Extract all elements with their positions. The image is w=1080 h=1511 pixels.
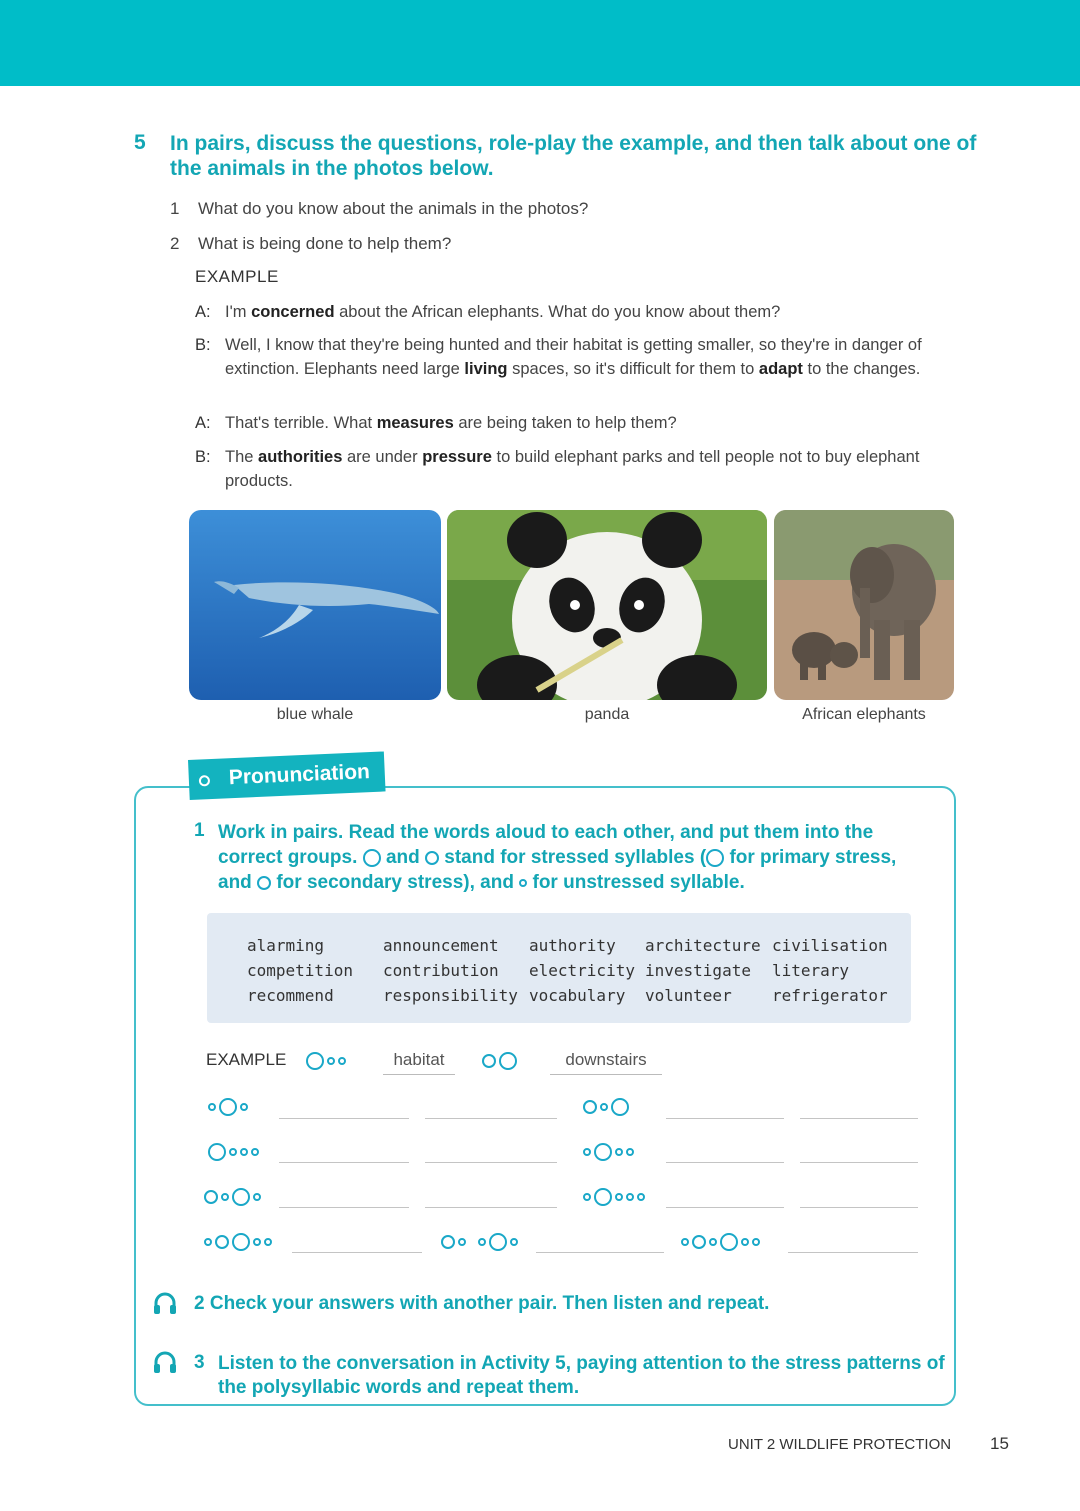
word-column xyxy=(529,933,635,1008)
word: contribution xyxy=(383,961,499,980)
big-circle-icon xyxy=(306,1052,324,1070)
word-box xyxy=(207,913,911,1023)
small-circle-icon xyxy=(264,1238,272,1246)
task-number: 1 xyxy=(194,820,205,841)
question-text: What is being done to help them? xyxy=(198,234,452,253)
answer-line[interactable] xyxy=(425,1207,557,1208)
answer-line[interactable] xyxy=(666,1207,784,1208)
photo-caption: African elephants xyxy=(802,706,926,723)
dialogue-text: The xyxy=(225,448,259,466)
stress-pattern xyxy=(482,1049,517,1073)
task1-text: stand for stressed syllables ( xyxy=(444,847,707,868)
dialogue-text: That's terrible. What xyxy=(225,414,377,432)
keyword: pressure xyxy=(422,448,492,466)
keyword: living xyxy=(464,360,508,378)
small-circle-icon xyxy=(752,1238,760,1246)
dialogue-line xyxy=(195,300,965,324)
speaker: A: xyxy=(195,303,211,321)
word-column xyxy=(645,933,761,1008)
example-label: EXAMPLE xyxy=(206,1050,287,1069)
speaker: B: xyxy=(195,448,211,466)
small-circle-icon xyxy=(204,1238,212,1246)
stress-pattern xyxy=(681,1230,760,1254)
answer-line[interactable] xyxy=(788,1252,918,1253)
answer-line[interactable] xyxy=(800,1118,918,1119)
unit-title: UNIT 2 WILDLIFE PROTECTION xyxy=(728,1436,952,1453)
word: refrigerator xyxy=(772,986,888,1005)
stress-pattern xyxy=(208,1140,259,1164)
small-circle-icon xyxy=(327,1057,335,1065)
stress-pattern xyxy=(208,1095,248,1119)
big-circle-icon xyxy=(706,849,724,867)
small-circle-icon xyxy=(510,1238,518,1246)
medium-circle-icon xyxy=(482,1054,496,1068)
big-circle-icon xyxy=(232,1233,250,1251)
task1-line xyxy=(218,845,958,870)
stress-pattern xyxy=(306,1049,346,1073)
stress-pattern xyxy=(204,1230,272,1254)
small-circle-icon xyxy=(253,1193,261,1201)
word-column xyxy=(247,933,353,1008)
keyword: adapt xyxy=(758,360,803,378)
big-circle-icon xyxy=(219,1098,237,1116)
small-circle-icon xyxy=(600,1103,608,1111)
big-circle-icon xyxy=(363,849,381,867)
pronunciation-tab xyxy=(188,751,386,800)
whale-photo xyxy=(189,510,441,700)
small-circle-icon xyxy=(615,1148,623,1156)
medium-circle-icon xyxy=(583,1100,597,1114)
big-circle-icon xyxy=(489,1233,507,1251)
task1-line: Work in pairs. Read the words aloud to each other, and put them into the xyxy=(218,822,874,843)
question-1 xyxy=(170,199,588,219)
small-circle-icon xyxy=(240,1148,248,1156)
stress-pattern xyxy=(583,1140,634,1164)
tab-circle-icon xyxy=(199,775,210,786)
small-circle-icon xyxy=(251,1148,259,1156)
elephant-photo xyxy=(774,510,954,700)
keyword: measures xyxy=(376,414,454,432)
stress-pattern xyxy=(441,1230,518,1254)
big-circle-icon xyxy=(232,1188,250,1206)
task1-text: and xyxy=(385,847,420,868)
answer-line[interactable] xyxy=(425,1162,557,1163)
answer-line[interactable] xyxy=(536,1252,664,1253)
medium-circle-icon xyxy=(204,1190,218,1204)
small-circle-icon xyxy=(253,1238,261,1246)
answer-line[interactable] xyxy=(666,1162,784,1163)
medium-circle-icon xyxy=(425,851,439,865)
page-number: 15 xyxy=(990,1434,1009,1453)
task1-text: correct groups. xyxy=(218,847,358,868)
small-circle-icon xyxy=(709,1238,717,1246)
dialogue-text: to build elephant parks and tell people not to buy elephant products. xyxy=(225,448,920,490)
word: electricity xyxy=(529,961,635,980)
small-circle-icon xyxy=(240,1103,248,1111)
task-number: 3 xyxy=(194,1352,205,1373)
speaker: B: xyxy=(195,336,211,354)
dialogue-text: I'm xyxy=(225,303,252,321)
word: announcement xyxy=(383,936,499,955)
dialogue-text: to the changes. xyxy=(802,360,921,378)
dialogue-text: spaces, so it's difficult for them to xyxy=(507,360,759,378)
word: recommend xyxy=(247,986,334,1005)
task1-instruction xyxy=(218,820,958,895)
big-circle-icon xyxy=(720,1233,738,1251)
example-word: habitat xyxy=(383,1050,455,1075)
answer-line[interactable] xyxy=(279,1118,409,1119)
big-circle-icon xyxy=(499,1052,517,1070)
dialogue-line xyxy=(195,333,965,381)
word: literary xyxy=(772,961,850,980)
big-circle-icon xyxy=(208,1143,226,1161)
small-circle-icon xyxy=(626,1193,634,1201)
question-text: What do you know about the animals in the photos? xyxy=(198,199,589,218)
answer-line[interactable] xyxy=(800,1207,918,1208)
word: volunteer xyxy=(645,986,732,1005)
task1-text: and xyxy=(218,872,252,893)
answer-line[interactable] xyxy=(279,1207,409,1208)
small-circle-icon xyxy=(615,1193,623,1201)
big-circle-icon xyxy=(594,1188,612,1206)
big-circle-icon xyxy=(611,1098,629,1116)
word: competition xyxy=(247,961,353,980)
dialogue-text: about the African elephants. What do you know about them? xyxy=(334,303,781,321)
word: responsibility xyxy=(383,986,518,1005)
dialogue-line xyxy=(195,411,965,435)
activity-number: 5 xyxy=(134,131,146,154)
answer-line[interactable] xyxy=(292,1252,422,1253)
small-circle-icon xyxy=(519,879,527,887)
question-number: 2 xyxy=(170,234,180,253)
small-circle-icon xyxy=(626,1148,634,1156)
small-circle-icon xyxy=(229,1148,237,1156)
activity-instruction: In pairs, discuss the questions, role-play the example, and then talk about one of the animals in the photos below. xyxy=(170,132,977,180)
small-circle-icon xyxy=(583,1148,591,1156)
medium-circle-icon xyxy=(692,1235,706,1249)
word: authority xyxy=(529,936,616,955)
answer-line[interactable] xyxy=(800,1162,918,1163)
small-circle-icon xyxy=(338,1057,346,1065)
medium-circle-icon xyxy=(215,1235,229,1249)
answer-line[interactable] xyxy=(666,1118,784,1119)
top-color-band xyxy=(0,0,1080,86)
medium-circle-icon xyxy=(257,876,271,890)
small-circle-icon xyxy=(208,1103,216,1111)
word: vocabulary xyxy=(529,986,626,1005)
word: civilisation xyxy=(772,936,888,955)
medium-circle-icon xyxy=(441,1235,455,1249)
answer-line[interactable] xyxy=(279,1162,409,1163)
dialogue-line xyxy=(195,445,965,493)
word: alarming xyxy=(247,936,325,955)
stress-pattern xyxy=(583,1185,645,1209)
example-word: downstairs xyxy=(550,1050,662,1075)
small-circle-icon xyxy=(681,1238,689,1246)
task1-text: for secondary stress), and xyxy=(276,872,514,893)
small-circle-icon xyxy=(478,1238,486,1246)
pronunciation-title: Pronunciation xyxy=(228,760,371,790)
question-2 xyxy=(170,234,451,254)
speaker: A: xyxy=(195,414,211,432)
word-column xyxy=(383,933,518,1008)
stress-pattern xyxy=(204,1185,261,1209)
task1-text: for unstressed syllable. xyxy=(532,872,745,893)
example-label: EXAMPLE xyxy=(195,267,279,286)
small-circle-icon xyxy=(637,1193,645,1201)
photo-caption: blue whale xyxy=(276,706,354,723)
small-circle-icon xyxy=(741,1238,749,1246)
task1-line xyxy=(218,870,958,895)
task2-instruction: 2 Check your answers with another pair. Then listen and repeat. xyxy=(194,1293,770,1314)
photo-caption: panda xyxy=(584,706,630,723)
answer-line[interactable] xyxy=(425,1118,557,1119)
small-circle-icon xyxy=(458,1238,466,1246)
headphones-icon[interactable] xyxy=(152,1291,178,1317)
task3-instruction: Listen to the conversation in Activity 5, paying attention to the stress patterns of the polysyllabic words and repeat them. xyxy=(218,1353,945,1398)
keyword: concerned xyxy=(251,303,335,321)
dialogue-text: Well, I know that they're being hunted and their habitat is getting smaller, so they're in danger of extinction. Elephants need large xyxy=(225,336,922,378)
panda-photo xyxy=(447,510,767,700)
word: investigate xyxy=(645,961,751,980)
question-number: 1 xyxy=(170,199,180,218)
dialogue-text: are being taken to help them? xyxy=(453,414,677,432)
dialogue-text: are under xyxy=(342,448,423,466)
stress-pattern xyxy=(583,1095,629,1119)
headphones-icon[interactable] xyxy=(152,1350,178,1376)
keyword: authorities xyxy=(258,448,343,466)
small-circle-icon xyxy=(583,1193,591,1201)
small-circle-icon xyxy=(221,1193,229,1201)
word: architecture xyxy=(645,936,761,955)
task1-text: for primary stress, xyxy=(729,847,897,868)
big-circle-icon xyxy=(594,1143,612,1161)
word-column xyxy=(772,933,888,1008)
